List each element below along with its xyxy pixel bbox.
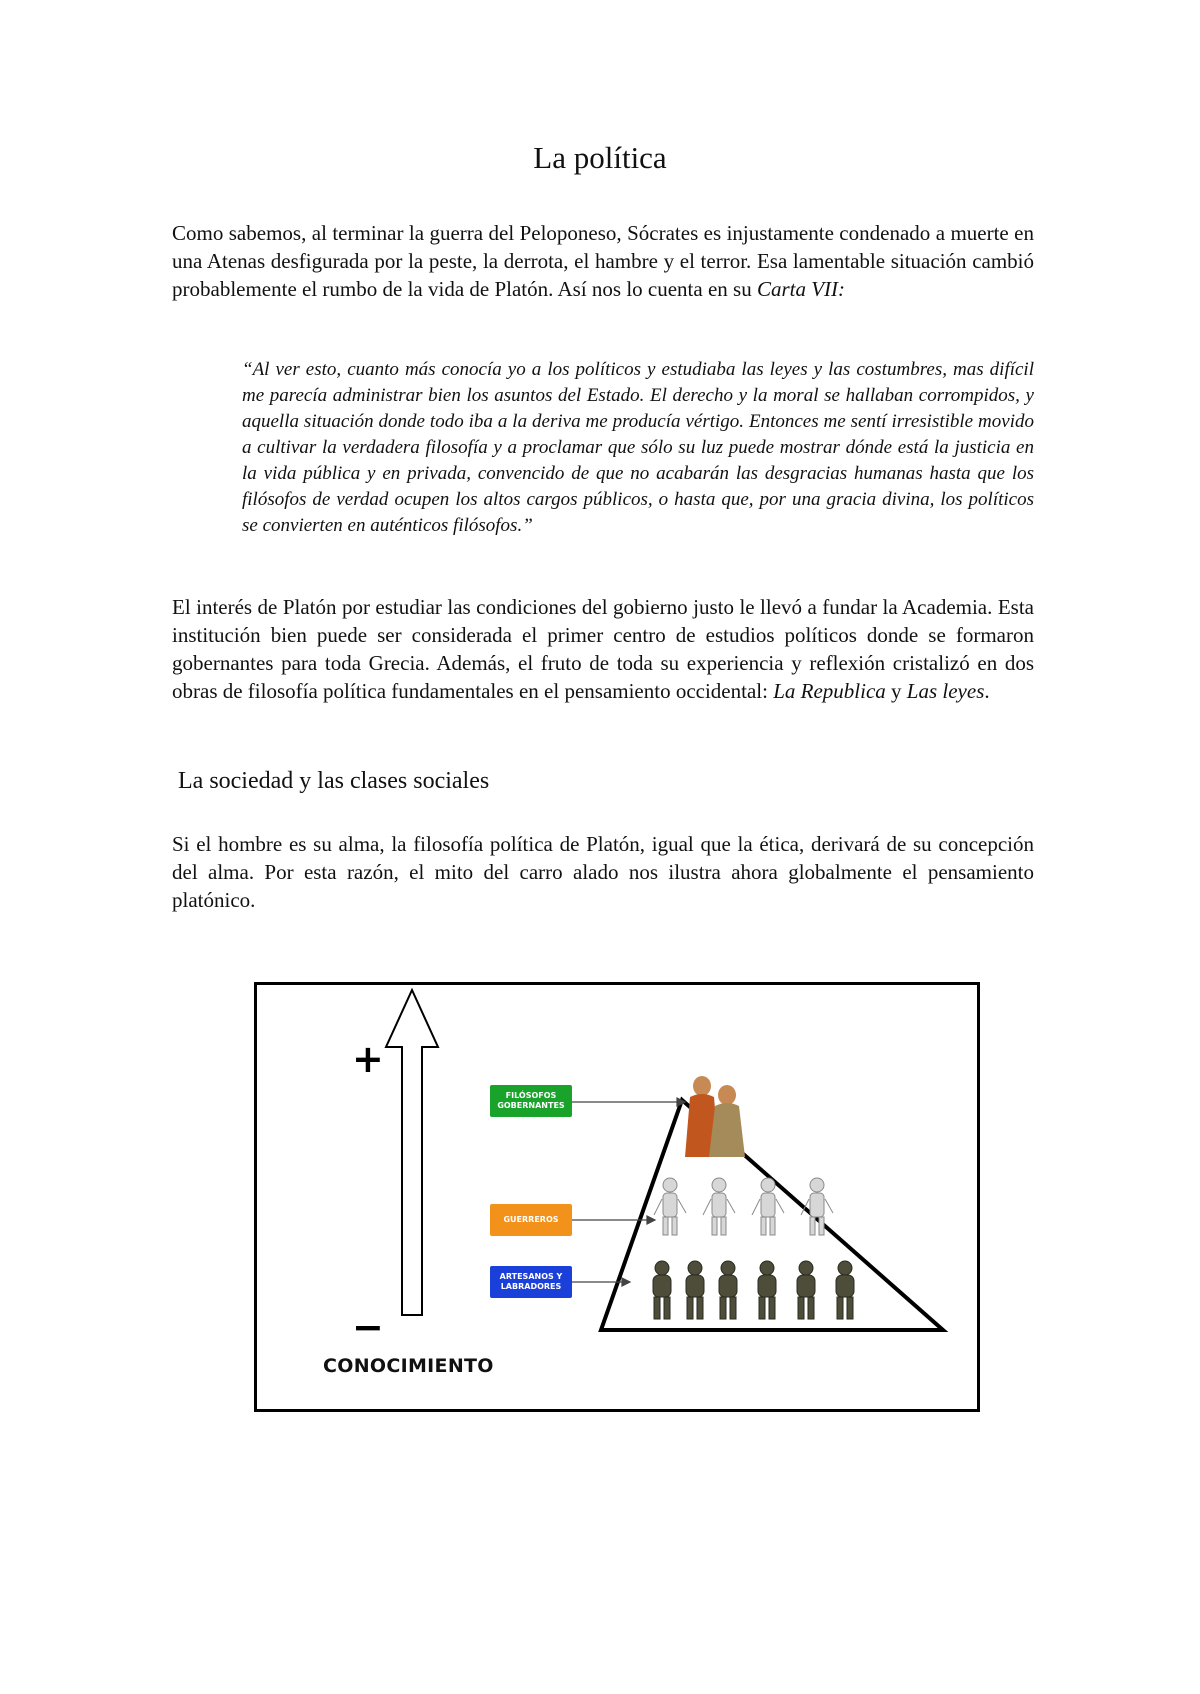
section-title: La sociedad y las clases sociales [178,768,490,794]
artisan-figures-icon [653,1261,854,1319]
knowledge-arrow-icon [386,990,438,1315]
work-joiner: y [885,679,907,703]
section-paragraph: Si el hombre es su alma, la filosofía política de Platón, igual que la ética, derivará de su concepción del alma. Por esta razón, el mito del carro alado nos ilustra ahora globalmente el pensamiento platónico. [172,832,1034,912]
warrior-figures-icon [654,1178,833,1235]
work-leyes: Las leyes [906,679,985,703]
knowledge-axis-label: CONOCIMIENTO [323,1355,494,1377]
arrowhead-icon [622,1278,630,1286]
intro-paragraph [172,219,1034,303]
work-republica: La Republica [773,679,886,703]
class-label-philosophers: FILÓSOFOS GOBERNANTES [490,1085,572,1117]
academia-paragraph [172,593,1034,705]
class-label-artisans: ARTESANOS Y LABRADORES [490,1266,572,1298]
academia-text: El interés de Platón por estudiar las condiciones del gobierno justo le llevó a fundar la Academia. Esta institución bien puede ser considerada el primer centro de estudios políticos donde se formaron gobernantes para toda Grecia. Además, el fruto de toda su experiencia y reflexión cristalizó en dos obras de filosofía política fundamentales en el pensamiento occidental: [172,595,1034,703]
arrowhead-icon [647,1216,655,1224]
plato-quote: “Al ver esto, cuanto más conocía yo a los políticos y estudiaba las leyes y las costumbres, mas difícil me parecía administrar bien los asuntos del Estado. El derecho y la moral se hallaban corrompidos, y aquella situación donde todo iba a la deriva me producía vértigo. Entonces me sentí irresistible movido a cultivar la verdadera filosofía y a proclamar que sólo su luz puede mostrar dónde está la justicia en la vida pública y en privada, convencido de que no acabarán las desgracias humanas hasta que los filósofos de verdad ocupen los altos cargos públicos, o hasta que, por una gracia divina, los políticos se convierten en auténticos filósofos.” [242,359,1034,536]
class-label-warriors: GUERREROS [490,1204,572,1236]
philosopher-figures-icon [685,1076,745,1157]
intro-text: Como sabemos, al terminar la guerra del Peloponeso, Sócrates es injustamente condenado a muerte en una Atenas desfigurada por la peste, la derrota, el hambre y el terror. Esa lamentable situación cambió probablemente el rumbo de la vida de Platón. Así nos lo cuenta en su [172,221,1034,301]
minus-sign: − [352,1305,384,1349]
paragraph-end: . [984,679,990,703]
society-pyramid-diagram [254,982,980,1412]
plus-sign: + [352,1037,384,1081]
page-title: La política [533,140,667,175]
intro-emphasis: Carta VII: [756,277,846,301]
